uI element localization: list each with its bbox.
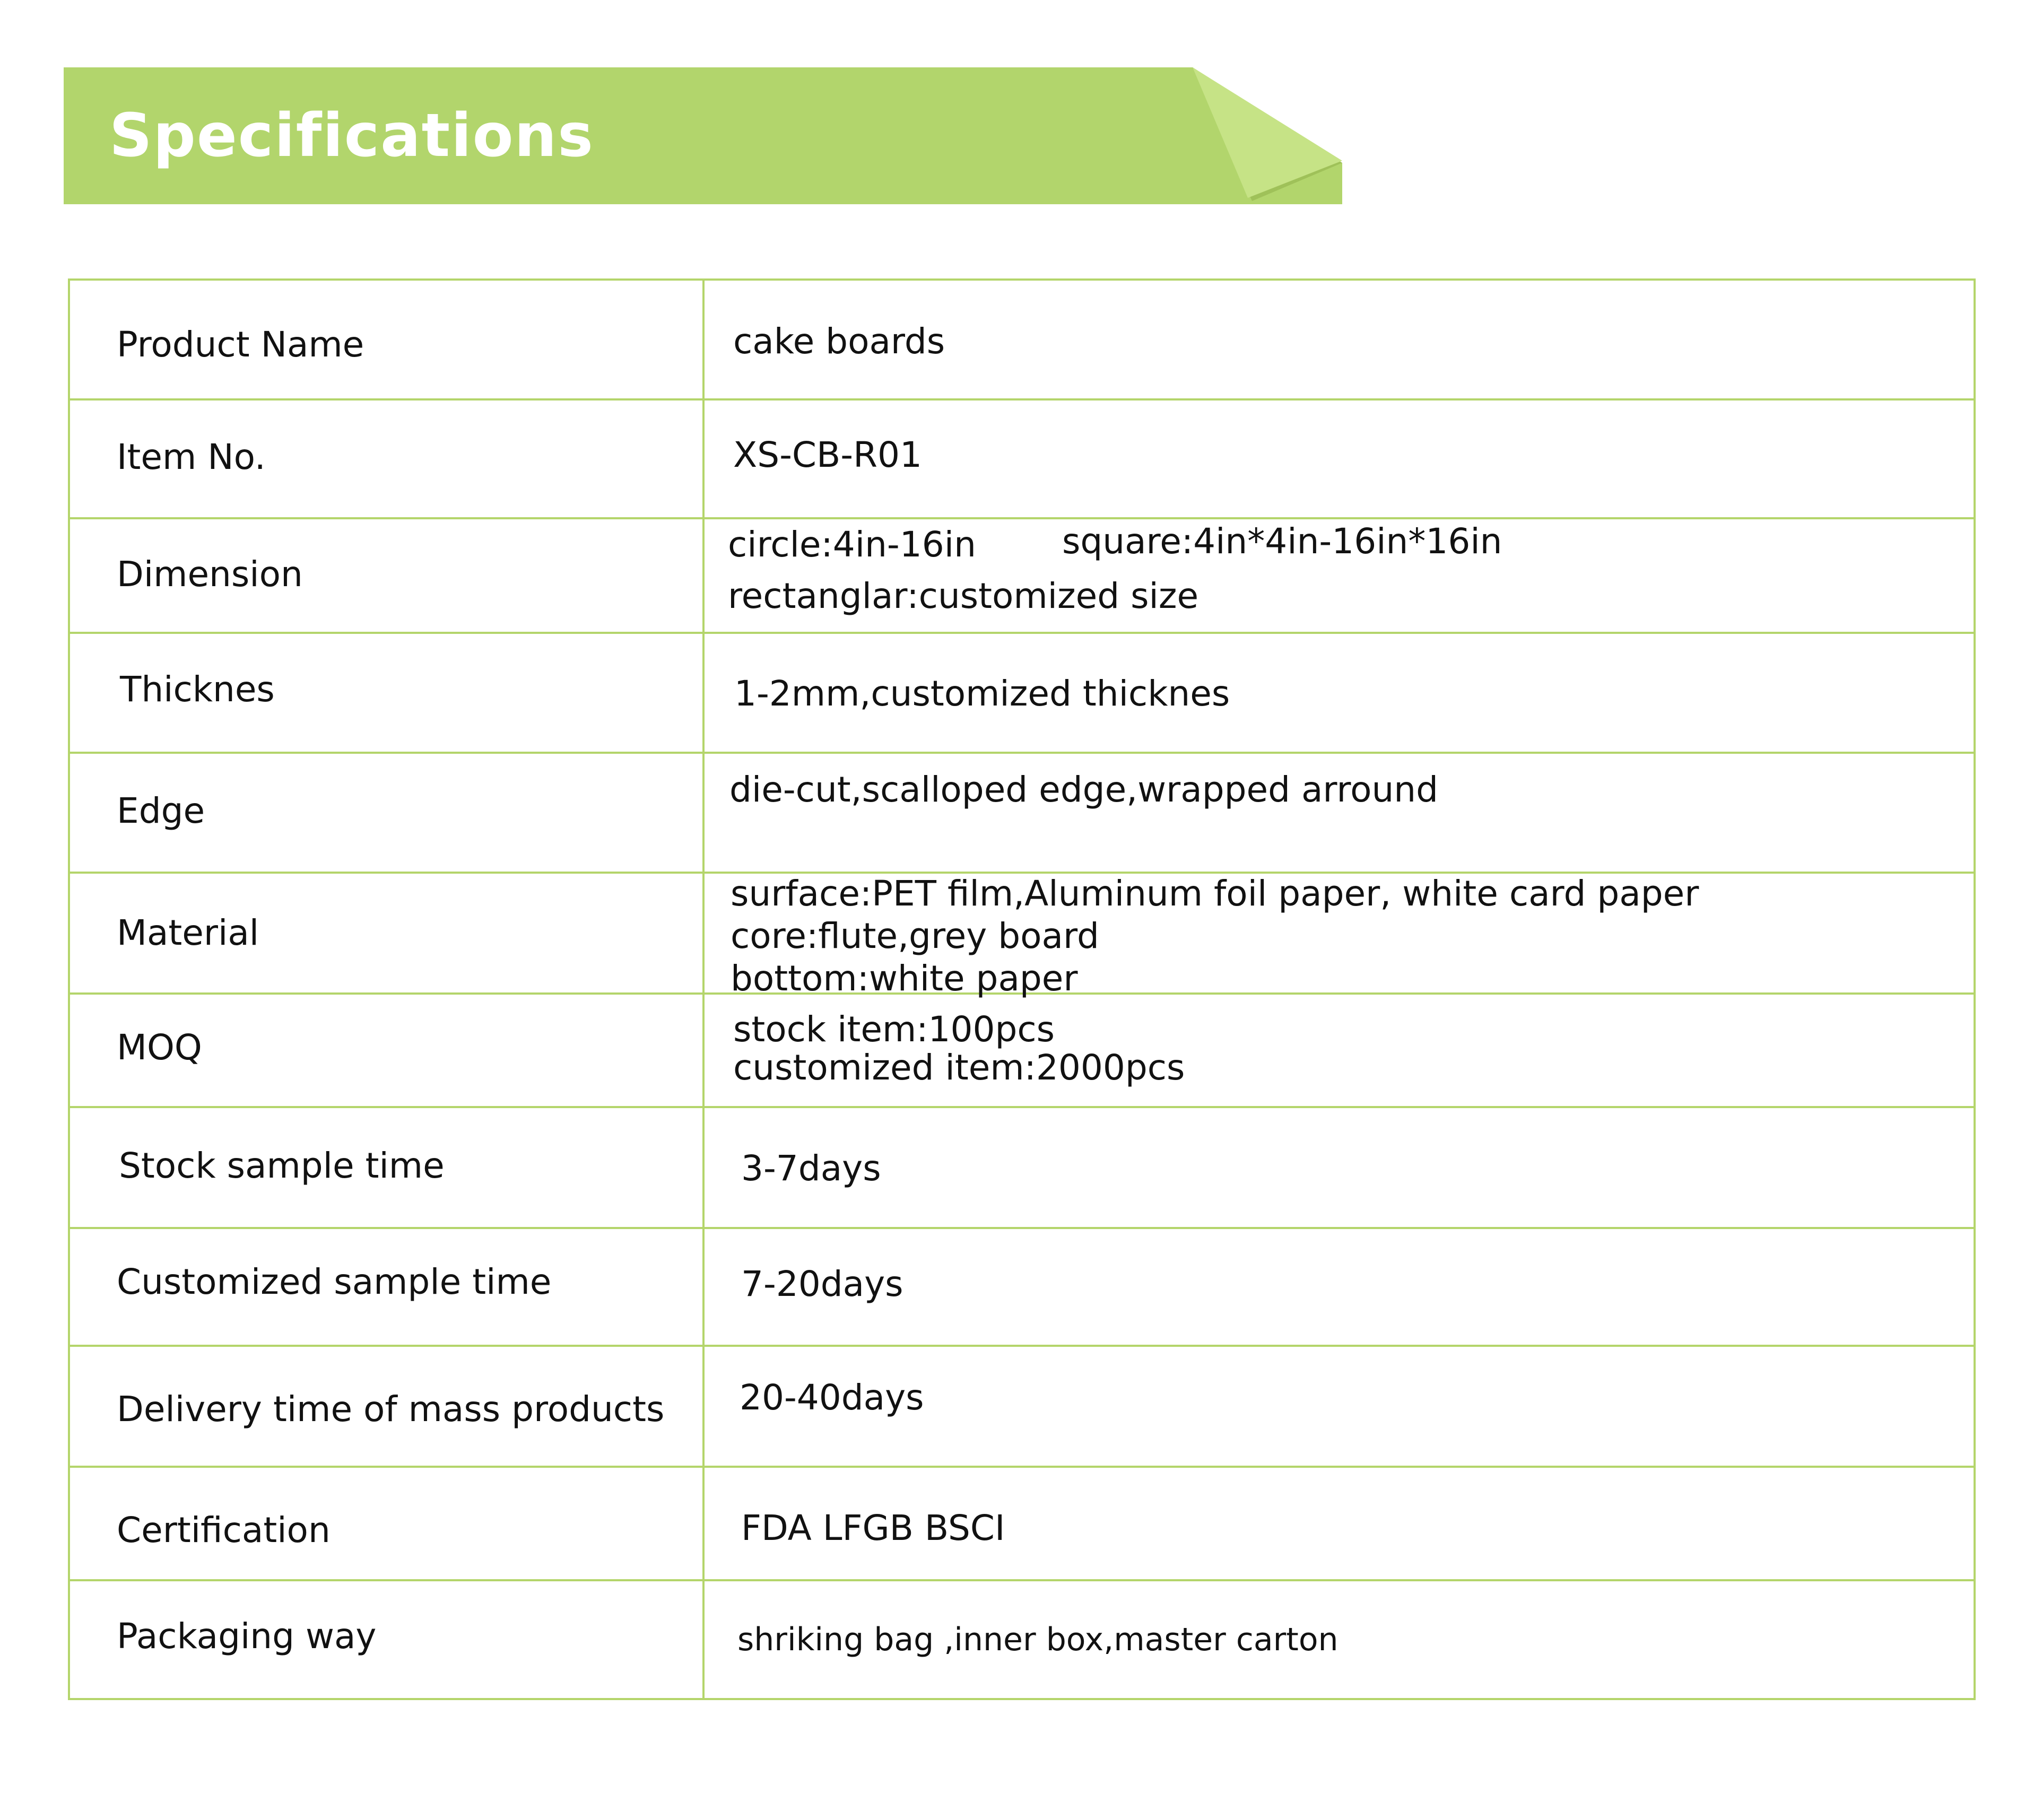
row-value-item-no: XS-CB-R01 [733,434,922,475]
table-row-dimension [70,519,1974,634]
label-cell [70,995,705,1106]
table-row-edge [70,754,1974,874]
row-value-stock-sample-time: 3-7days [741,1148,881,1189]
row-label-packaging-way: Packaging way [117,1616,377,1657]
row-value-material-surface: surface:PET film,Aluminum foil paper, white card paper [731,873,1699,914]
spec-table [68,278,1976,1700]
header-banner [64,67,1342,204]
table-row-certification [70,1468,1974,1581]
row-label-thicknes: Thicknes [120,669,275,710]
label-cell [70,754,705,872]
table-row-customized-sample-time [70,1229,1974,1347]
label-cell [70,1229,705,1345]
row-value-material-core: core:flute,grey board [731,916,1099,956]
row-value-dimension-rectangle: rectanglar:customized size [728,576,1199,616]
table-row-packaging-way [70,1581,1974,1700]
row-label-product-name: Product Name [117,324,364,365]
label-cell [70,1468,705,1579]
row-label-certification: Certification [117,1510,331,1551]
row-value-moq-stock: stock item:100pcs [733,1009,1055,1050]
label-cell [70,1108,705,1227]
row-label-material: Material [117,912,259,953]
label-cell [70,281,705,398]
row-label-stock-sample-time: Stock sample time [119,1145,445,1186]
row-value-customized-sample-time: 7-20days [741,1264,903,1304]
label-cell [70,874,705,992]
table-row-product-name [70,281,1974,400]
label-cell [70,519,705,632]
row-value-thicknes: 1-2mm,customized thicknes [734,673,1230,714]
label-cell [70,400,705,517]
row-label-edge: Edge [117,790,205,831]
row-value-packaging-way: shriking bag ,inner box,master carton [737,1621,1339,1658]
label-cell [70,1347,705,1466]
row-value-certification: FDA LFGB BSCI [741,1508,1005,1548]
table-row-stock-sample-time [70,1108,1974,1229]
row-label-delivery-time: Delivery time of mass products [117,1389,665,1430]
page-title: Specifications [109,101,594,170]
table-row-item-no [70,400,1974,519]
table-row-material [70,873,1974,999]
table-row-moq [70,995,1974,1108]
row-value-product-name: cake boards [733,321,945,362]
row-value-delivery-time: 20-40days [740,1377,924,1418]
row-label-dimension: Dimension [117,554,303,595]
row-label-customized-sample-time: Customized sample time [117,1261,552,1302]
table-row-delivery-time [70,1347,1974,1468]
row-value-edge: die-cut,scalloped edge,wrapped arround [729,769,1439,810]
table-row-thicknes [70,634,1974,754]
row-label-item-no: Item No. [117,437,266,477]
row-value-moq-customized: customized item:2000pcs [733,1047,1185,1088]
label-cell [70,634,705,752]
label-cell [70,1581,705,1700]
row-value-dimension-square: square:4in*4in-16in*16in [1062,521,1502,562]
row-value-dimension-circle: circle:4in-16in [728,524,976,565]
row-label-moq: MOQ [117,1027,202,1068]
row-value-material-bottom: bottom:white paper [731,958,1078,999]
